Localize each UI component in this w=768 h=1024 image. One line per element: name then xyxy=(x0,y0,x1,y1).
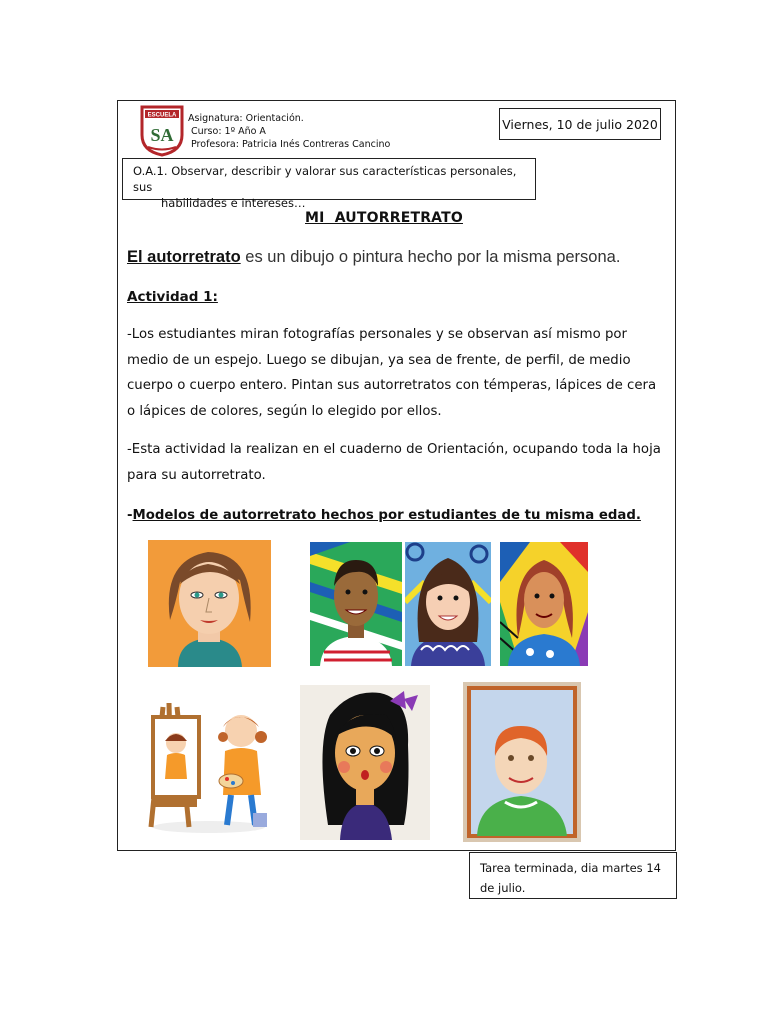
definition-term: El autorretrato xyxy=(127,248,241,266)
course-label: Curso: 1º Año A xyxy=(191,126,266,137)
portrait-girl-pattern xyxy=(405,542,491,666)
subject-label: Asignatura: Orientación. xyxy=(188,113,304,124)
models-prefix: - xyxy=(127,508,133,523)
child-painting-illustration xyxy=(143,703,275,835)
models-heading-text: Modelos de autorretrato hechos por estudiantes de tu misma edad. xyxy=(132,508,641,523)
date-text: Viernes, 10 de julio 2020 xyxy=(502,116,658,132)
header-info xyxy=(188,112,390,151)
page-title: MI AUTORRETRATO xyxy=(305,210,463,226)
definition xyxy=(127,248,620,267)
models-heading xyxy=(127,503,667,529)
objective-line-2: habilidades e intereses… xyxy=(161,196,306,210)
objective-box xyxy=(122,158,536,210)
portrait-woman-orange xyxy=(148,540,271,667)
activity-heading: Actividad 1: xyxy=(127,289,218,305)
portrait-girl-colorful xyxy=(500,542,588,666)
task-done-text: Tarea terminada, dia martes 14 de julio. xyxy=(480,861,661,895)
portrait-boy-stripes xyxy=(310,542,402,666)
portrait-girl-bow xyxy=(300,685,430,840)
teacher-label: Profesora: Patricia Inés Contreras Cancino xyxy=(191,139,391,150)
school-logo xyxy=(140,105,184,157)
activity-paragraph-1: -Los estudiantes miran fotografías personales y se observan así mismo por medio de un espejo. Luego se dibujan, ya sea de frente, de perfil, de medio cuerpo o cuerpo entero. Pintan sus autorretratos con témperas, lápices de cera o lápices de colores, según lo elegido por ellos. xyxy=(127,327,657,419)
logo-top-text: ESCUELA xyxy=(147,112,177,119)
date-box xyxy=(499,108,661,140)
portrait-crayon-boy xyxy=(463,682,581,842)
logo-letters: SA xyxy=(150,125,174,145)
activity-paragraph-2: -Esta actividad la realizan en el cuaderno de Orientación, ocupando toda la hoja para su autorretrato. xyxy=(127,442,661,483)
task-done-note xyxy=(469,852,677,899)
definition-text: es un dibujo o pintura hecho por la misma persona. xyxy=(240,248,621,266)
objective-line-1: O.A.1. Observar, describir y valorar sus características personales, sus xyxy=(133,164,517,194)
